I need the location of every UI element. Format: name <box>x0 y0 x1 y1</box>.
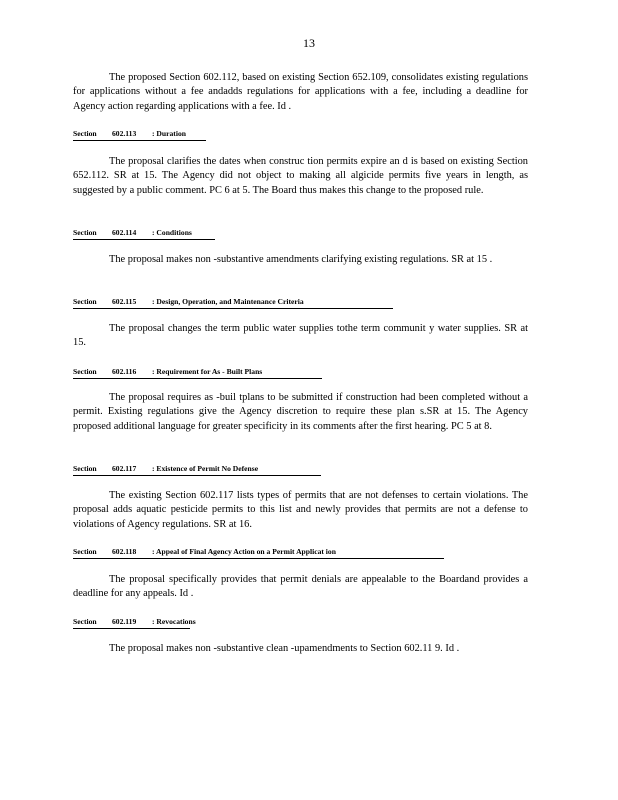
page-number: 13 <box>303 36 315 50</box>
paragraph-602-119: The proposal makes non -substantive clean -upamendments to Section 602.11 9. Id . <box>109 643 460 654</box>
section-heading-602-116: Section 602.116 : Requirement for As - Built Plans <box>73 367 322 379</box>
paragraph-602-115: The proposal changes the term public water supplies tothe term communit y water supplies. SR at 15. <box>73 323 528 349</box>
section-heading-602-113: Section 602.113 : Duration <box>73 129 206 141</box>
section-heading-602-114: Section 602.114 : Conditions <box>73 228 215 240</box>
section-heading-602-118: Section 602.118 : Appeal of Final Agency Action on a Permit Applicat ion <box>73 547 444 559</box>
section-heading-602-117: Section 602.117 : Existence of Permit No Defense <box>73 464 321 476</box>
paragraph-602-114: The proposal makes non -substantive amendments clarifying existing regulations. SR at 15 . <box>109 254 493 265</box>
section-heading-602-115: Section 602.115 : Design, Operation, and Maintenance Criteria <box>73 297 393 309</box>
paragraph-602-117: The existing Section 602.117 lists types of permits that are not defenses to certain violations. The proposal adds aquatic pesticide permits to this list and newly provides that permits are not a defense to violations of Agency regulations. SR at 16. <box>73 490 528 530</box>
paragraph-602-116: The proposal requires as -buil tplans to be submitted if construction had been completed without a permit. Existing regulations give the Agency discretion to require these plan s.SR at 15. The Agency proposed additional language for greater specificity in its comments after the first hearing. PC 5 at 8. <box>73 392 528 432</box>
section-heading-602-119: Section 602.119 : Revocations <box>73 617 190 629</box>
paragraph-602-118: The proposal specifically provides that permit denials are appealable to the Boardand provides a deadline for any appeals. Id . <box>73 574 528 600</box>
paragraph-602-113: The proposal clarifies the dates when construc tion permits expire an d is based on existing Section 652.112. SR at 15. The Agency did not object to making all algicide permits five years in length, as suggested by a public comment. PC 6 at 5. The Board thus makes this change to the proposed rule. <box>73 156 528 196</box>
paragraph-602-112: The proposed Section 602.112, based on existing Section 652.109, consolidates existing regulations for applications without a fee andadds regulations for applications with a fee, including a deadline for Agency action regarding applications with a fee. Id . <box>73 72 528 112</box>
